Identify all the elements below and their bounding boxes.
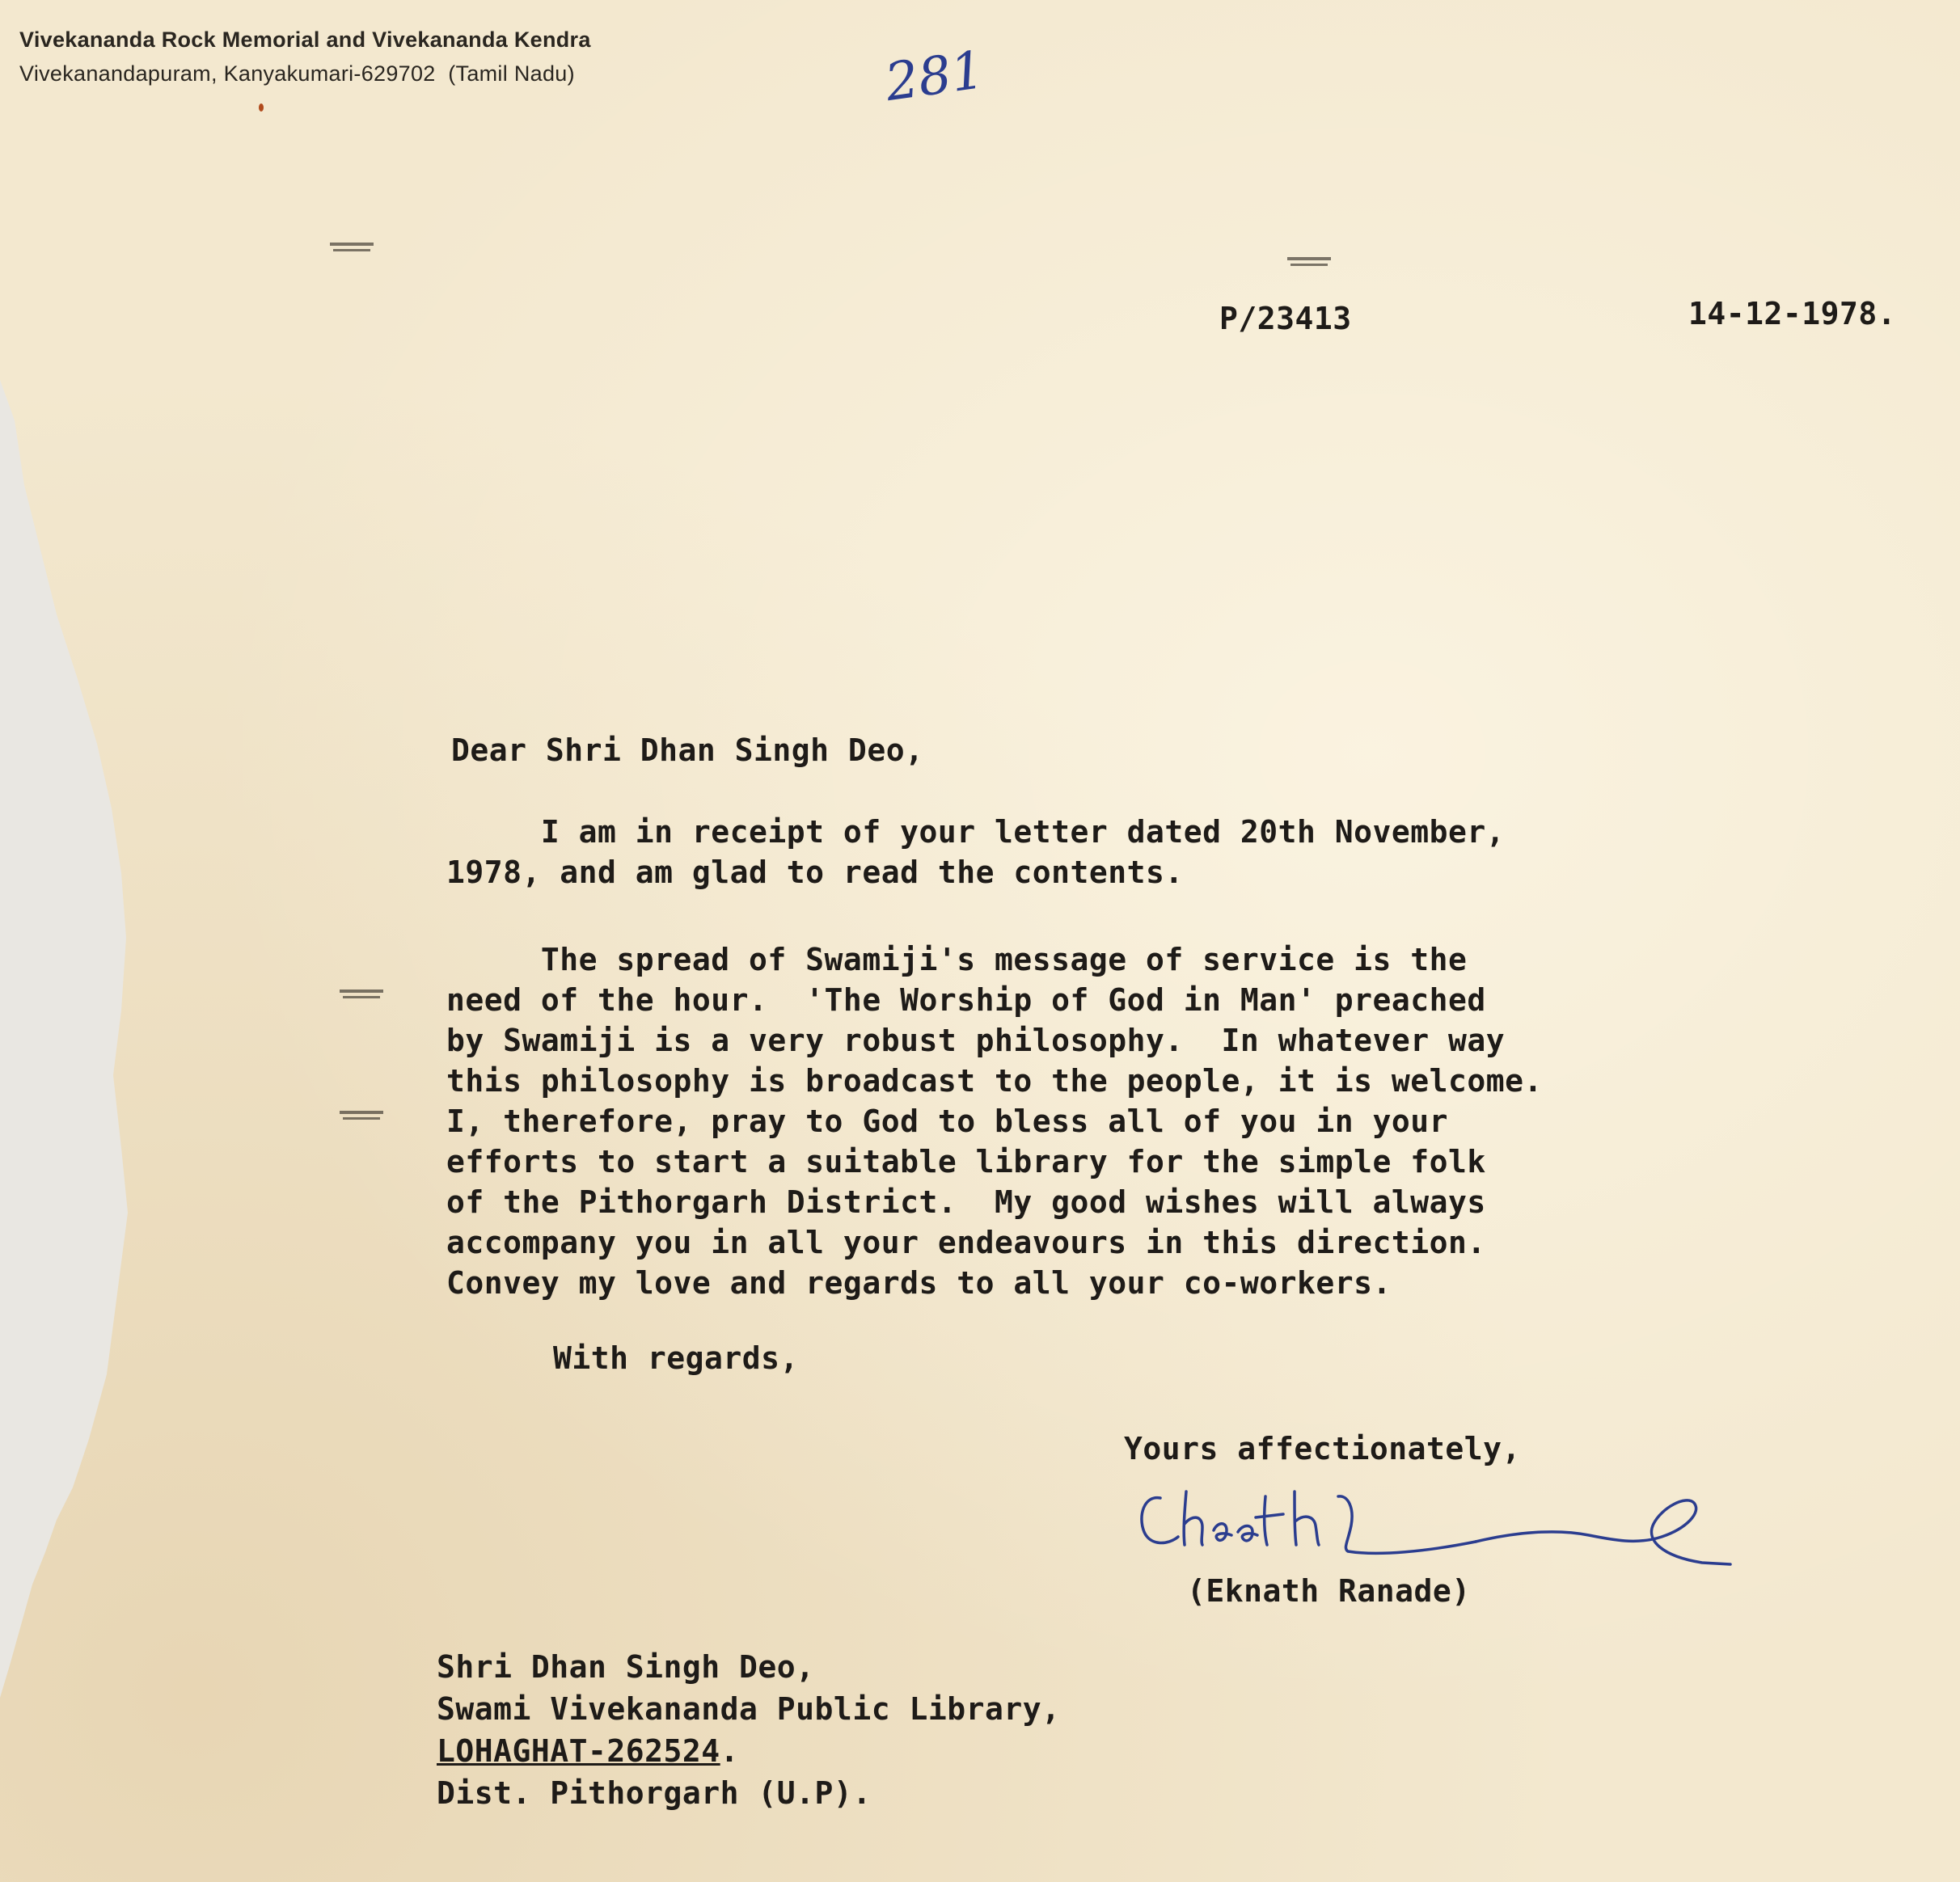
- paragraph-line: I, therefore, pray to God to bless all of you in your: [446, 1103, 1449, 1139]
- handwritten-signature: [1136, 1467, 1734, 1572]
- recipient-institution: Swami Vivekananda Public Library,: [437, 1691, 1061, 1727]
- recipient-district: Dist. Pithorgarh (U.P).: [437, 1775, 872, 1811]
- margin-mark: [330, 243, 374, 246]
- salutation: Dear Shri Dhan Singh Deo,: [451, 732, 924, 768]
- paragraph-line: of the Pithorgarh District. My good wishes will always: [446, 1184, 1486, 1220]
- recipient-city: LOHAGHAT-262524: [437, 1733, 720, 1769]
- with-regards: With regards,: [553, 1340, 799, 1376]
- letterhead-state: (Tamil Nadu): [448, 61, 575, 86]
- closing: Yours affectionately,: [1124, 1431, 1521, 1466]
- paragraph-line: The spread of Swamiji's message of service is the: [446, 942, 1468, 977]
- paragraph-line: Convey my love and regards to all your co-workers.: [446, 1265, 1392, 1301]
- margin-mark: [340, 990, 383, 993]
- letterhead-org: Vivekananda Rock Memorial and Vivekananda Kendra: [19, 27, 591, 52]
- paragraph-line: by Swamiji is a very robust philosophy. In whatever way: [446, 1023, 1506, 1058]
- paragraph-line: efforts to start a suitable library for the simple folk: [446, 1144, 1486, 1179]
- paragraph-1: [446, 812, 1659, 892]
- recipient-address: [437, 1646, 1060, 1814]
- paragraph-line: I am in receipt of your letter dated 20th November,: [446, 814, 1506, 850]
- paragraph-line: need of the hour. 'The Worship of God in Man' preached: [446, 982, 1486, 1018]
- reference-number: P/23413: [1219, 301, 1352, 336]
- margin-mark: [340, 1111, 383, 1114]
- paragraph-line: 1978, and am glad to read the contents.: [446, 854, 1184, 890]
- letterhead-address: [19, 57, 591, 91]
- paragraph-line: this philosophy is broadcast to the people, it is welcome.: [446, 1063, 1543, 1099]
- recipient-city-line: [437, 1730, 1060, 1772]
- recipient-city-suffix: .: [720, 1733, 740, 1769]
- torn-paper-edge: [0, 0, 146, 1882]
- ink-speck: [259, 103, 264, 112]
- margin-mark: [1287, 257, 1331, 260]
- paragraph-2: [446, 939, 1708, 1303]
- letterhead-street: Vivekanandapuram, Kanyakumari-629702: [19, 61, 436, 86]
- recipient-name: Shri Dhan Singh Deo,: [437, 1649, 815, 1685]
- letterhead: [19, 23, 591, 91]
- signer-name: (Eknath Ranade): [1187, 1573, 1471, 1609]
- paragraph-line: accompany you in all your endeavours in this direction.: [446, 1225, 1486, 1260]
- handwritten-number: 281: [881, 40, 988, 114]
- letter-date: 14-12-1978.: [1688, 296, 1897, 331]
